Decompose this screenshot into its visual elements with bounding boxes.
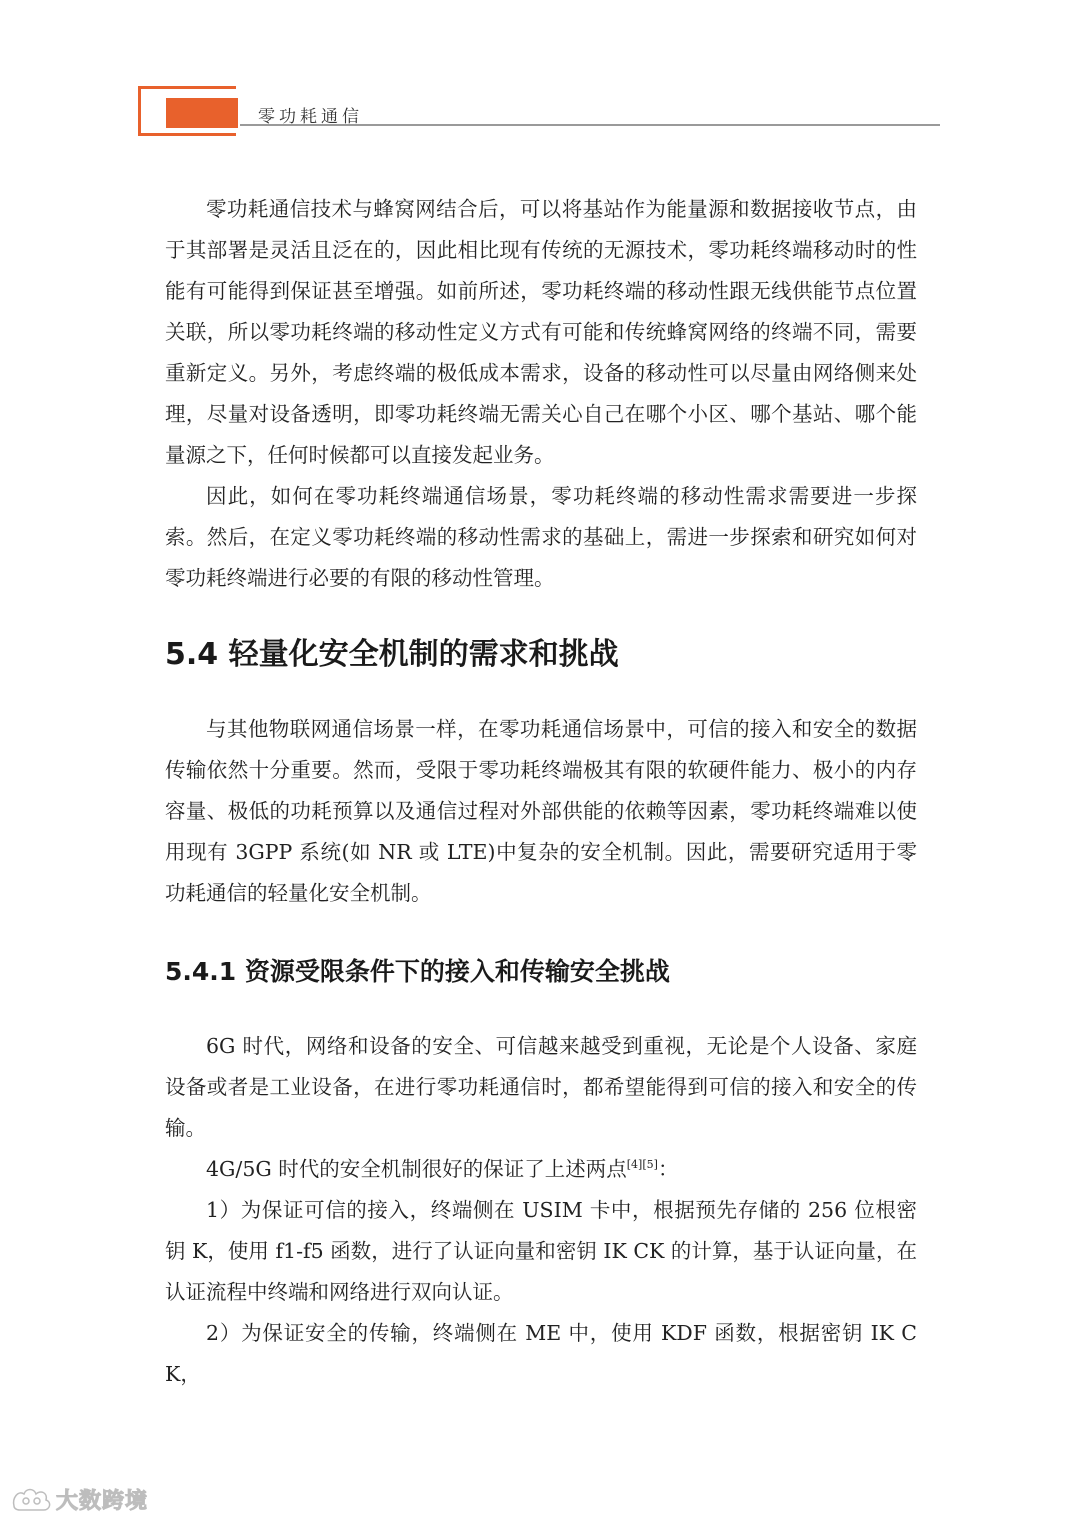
watermark-logo-icon [10,1484,54,1514]
running-header-title: 零功耗通信 [258,107,363,127]
body-paragraph: 6G 时代，网络和设备的安全、可信越来越受到重视，无论是个人设备、家庭设备或者是工业设备，在进行零功耗通信时，都希望能得到可信的接入和安全的传输。 [165,1034,917,1140]
subsection-heading-5-4-1: 5.4.1 资源受限条件下的接入和传输安全挑战 [165,957,670,986]
paragraph-text: ： [657,1157,679,1181]
citation-reference[interactable]: [4][5] [626,1158,658,1172]
watermark [10,1482,148,1516]
body-paragraph-with-citation [165,1149,917,1190]
paragraph-text: 4G/5G 时代的安全机制很好的保证了上述两点 [206,1157,627,1181]
section-heading-5-4: 5.4 轻量化安全机制的需求和挑战 [165,637,619,672]
page-body [165,189,917,1395]
body-paragraph: 因此，如何在零功耗终端通信场景，零功耗终端的移动性需求需要进一步探索。然后，在定义零功耗终端的移动性需求的基础上，需进一步探索和研究如何对零功耗终端进行必要的有限的移动性管理。 [165,484,917,590]
watermark-text: 大数跨境 [56,1488,149,1514]
body-paragraph: 1）为保证可信的接入，终端侧在 USIM 卡中，根据预先存储的 256 位根密钥 K，使用 f1-f5 函数，进行了认证向量和密钥 IK CK 的计算，基于认证向量，在认证流程中终端和网络进行双向认证。 [165,1198,917,1304]
body-paragraph: 与其他物联网通信场景一样，在零功耗通信场景中，可信的接入和安全的数据传输依然十分重要。然而，受限于零功耗终端极其有限的软硬件能力、极小的内存容量、极低的功耗预算以及通信过程对外部供能的依赖等因素，零功耗终端难以使用现有 3GPP 系统(如 NR 或 LTE)中复杂的安全机制。因此，需要研究适用于零功耗通信的轻量化安全机制。 [165,717,917,905]
body-paragraph: 零功耗通信技术与蜂窝网结合后，可以将基站作为能量源和数据接收节点，由于其部署是灵活且泛在的，因此相比现有传统的无源技术，零功耗终端移动时的性能有可能得到保证甚至增强。如前所述，零功耗终端的移动性跟无线供能节点位置关联，所以零功耗终端的移动性定义方式有可能和传统蜂窝网络的终端不同，需要重新定义。另外，考虑终端的极低成本需求，设备的移动性可以尽量由网络侧来处理，尽量对设备透明，即零功耗终端无需关心自己在哪个小区、哪个基站、哪个能量源之下，任何时候都可以直接发起业务。 [165,197,917,467]
header-accent-block [166,98,238,128]
body-paragraph: 2）为保证安全的传输，终端侧在 ME 中，使用 KDF 函数，根据密钥 IK CK， [165,1321,917,1386]
